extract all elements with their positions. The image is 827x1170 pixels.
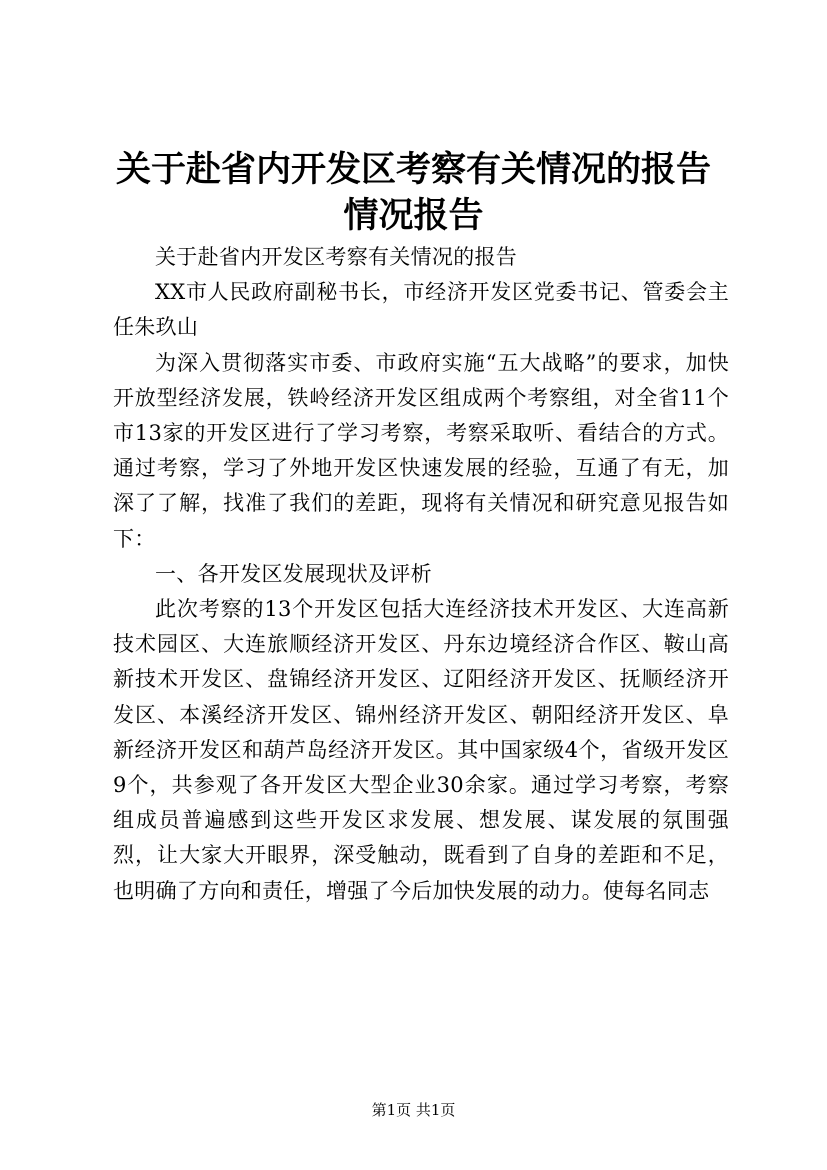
document-body — [113, 240, 729, 909]
paragraph-heading: 关于赴省内开发区考察有关情况的报告 — [155, 245, 518, 269]
page-footer: 第1页 共1页 — [371, 1101, 456, 1119]
paragraph-intro: 为深入贯彻落实市委、市政府实施“五大战略”的要求，加快开放型经济发展，铁岭经济开发区组成两个考察组，对全省11个市13家的开发区进行了学习考察，考察采取听、看结合的方式。通过考察，学习了外地开发区快速发展的经验，互通了有无，加深了了解，找准了我们的差距，现将有关情况和研究意见报告如下： — [113, 350, 729, 551]
paragraph-author: XX市人民政府副秘书长，市经济开发区党委书记、管委会主任朱玖山 — [113, 280, 729, 340]
paragraph-section-one: 此次考察的13个开发区包括大连经济技术开发区、大连高新技术园区、大连旅顺经济开发区、丹东边境经济合作区、鞍山高新技术开发区、盘锦经济开发区、辽阳经济开发区、抚顺经济开发区、本溪经济开发区、锦州经济开发区、朝阳经济开发区、阜新经济开发区和葫芦岛经济开发区。其中国家级4个，省级开发区9个，共参观了各开发区大型企业30余家。通过学习考察，考察组成员普遍感到这些开发区求发展、想发展、谋发展的氛围强烈，让大家大开眼界，深受触动，既看到了自身的差距和不足，也明确了方向和责任，增强了今后加快发展的动力。使每名同志 — [113, 597, 729, 903]
document-title: 关于赴省内开发区考察有关情况的报告情况报告 — [115, 149, 711, 236]
section-heading: 一、各开发区发展现状及评析 — [155, 561, 432, 586]
